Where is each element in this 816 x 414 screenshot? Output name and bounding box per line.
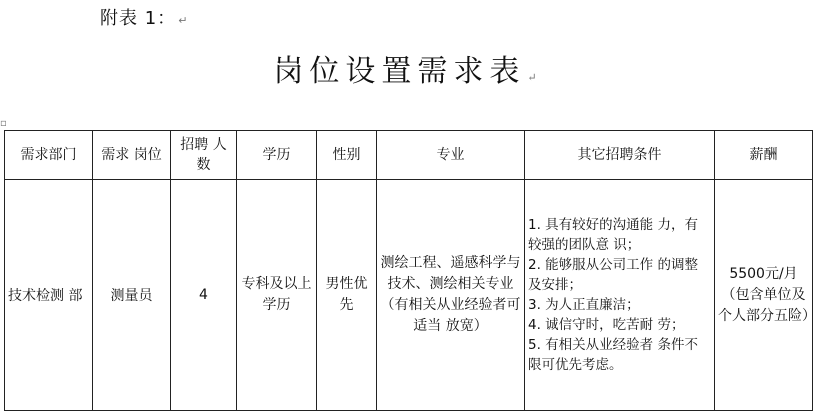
header-position: 需求 岗位	[93, 131, 171, 180]
condition-item: 3. 为人正直廉洁；	[528, 297, 640, 313]
condition-item: 4. 诚信守时，吃苦耐 劳；	[528, 317, 685, 333]
cell-major: 测绘工程、遥感科学与技术、测绘相关专业（有相关从业经验者可适当 放宽）	[377, 180, 525, 411]
paragraph-mark-icon: ↵	[527, 71, 543, 84]
annex-label	[100, 4, 188, 30]
cell-position: 测量员	[93, 180, 171, 411]
cell-education: 专科及以上学历	[237, 180, 317, 411]
cell-department: 技术检测 部	[5, 180, 93, 411]
header-gender: 性别	[317, 131, 377, 180]
header-department: 需求部门	[5, 131, 93, 180]
condition-item: 1. 具有较好的沟通能 力，有较强的团队意 识；	[528, 217, 698, 253]
cell-salary: 5500元/月（包含单位及个人部分五险）	[715, 180, 813, 411]
condition-item: 2. 能够服从公司工作 的调整及安排；	[528, 257, 698, 293]
header-major: 专业	[377, 131, 525, 180]
paragraph-mark-icon: ↵	[178, 14, 189, 27]
table-row	[5, 180, 813, 411]
header-salary: 薪酬	[715, 131, 813, 180]
header-count: 招聘 人数	[171, 131, 237, 180]
requirements-table	[4, 130, 816, 411]
document-title	[0, 46, 816, 90]
document-title-text: 岗位设置需求表	[273, 54, 526, 89]
table-header-row	[5, 131, 813, 180]
header-conditions: 其它招聘条件	[525, 131, 715, 180]
cell-conditions	[525, 180, 715, 411]
condition-item: 5. 有相关从业经验者 条件不限可优先考虑。	[528, 337, 698, 373]
table-anchor-icon: ▫	[0, 118, 7, 129]
annex-label-text: 附表 1：	[100, 8, 177, 29]
cell-count: 4	[171, 180, 237, 411]
header-education: 学历	[237, 131, 317, 180]
cell-gender: 男性优先	[317, 180, 377, 411]
